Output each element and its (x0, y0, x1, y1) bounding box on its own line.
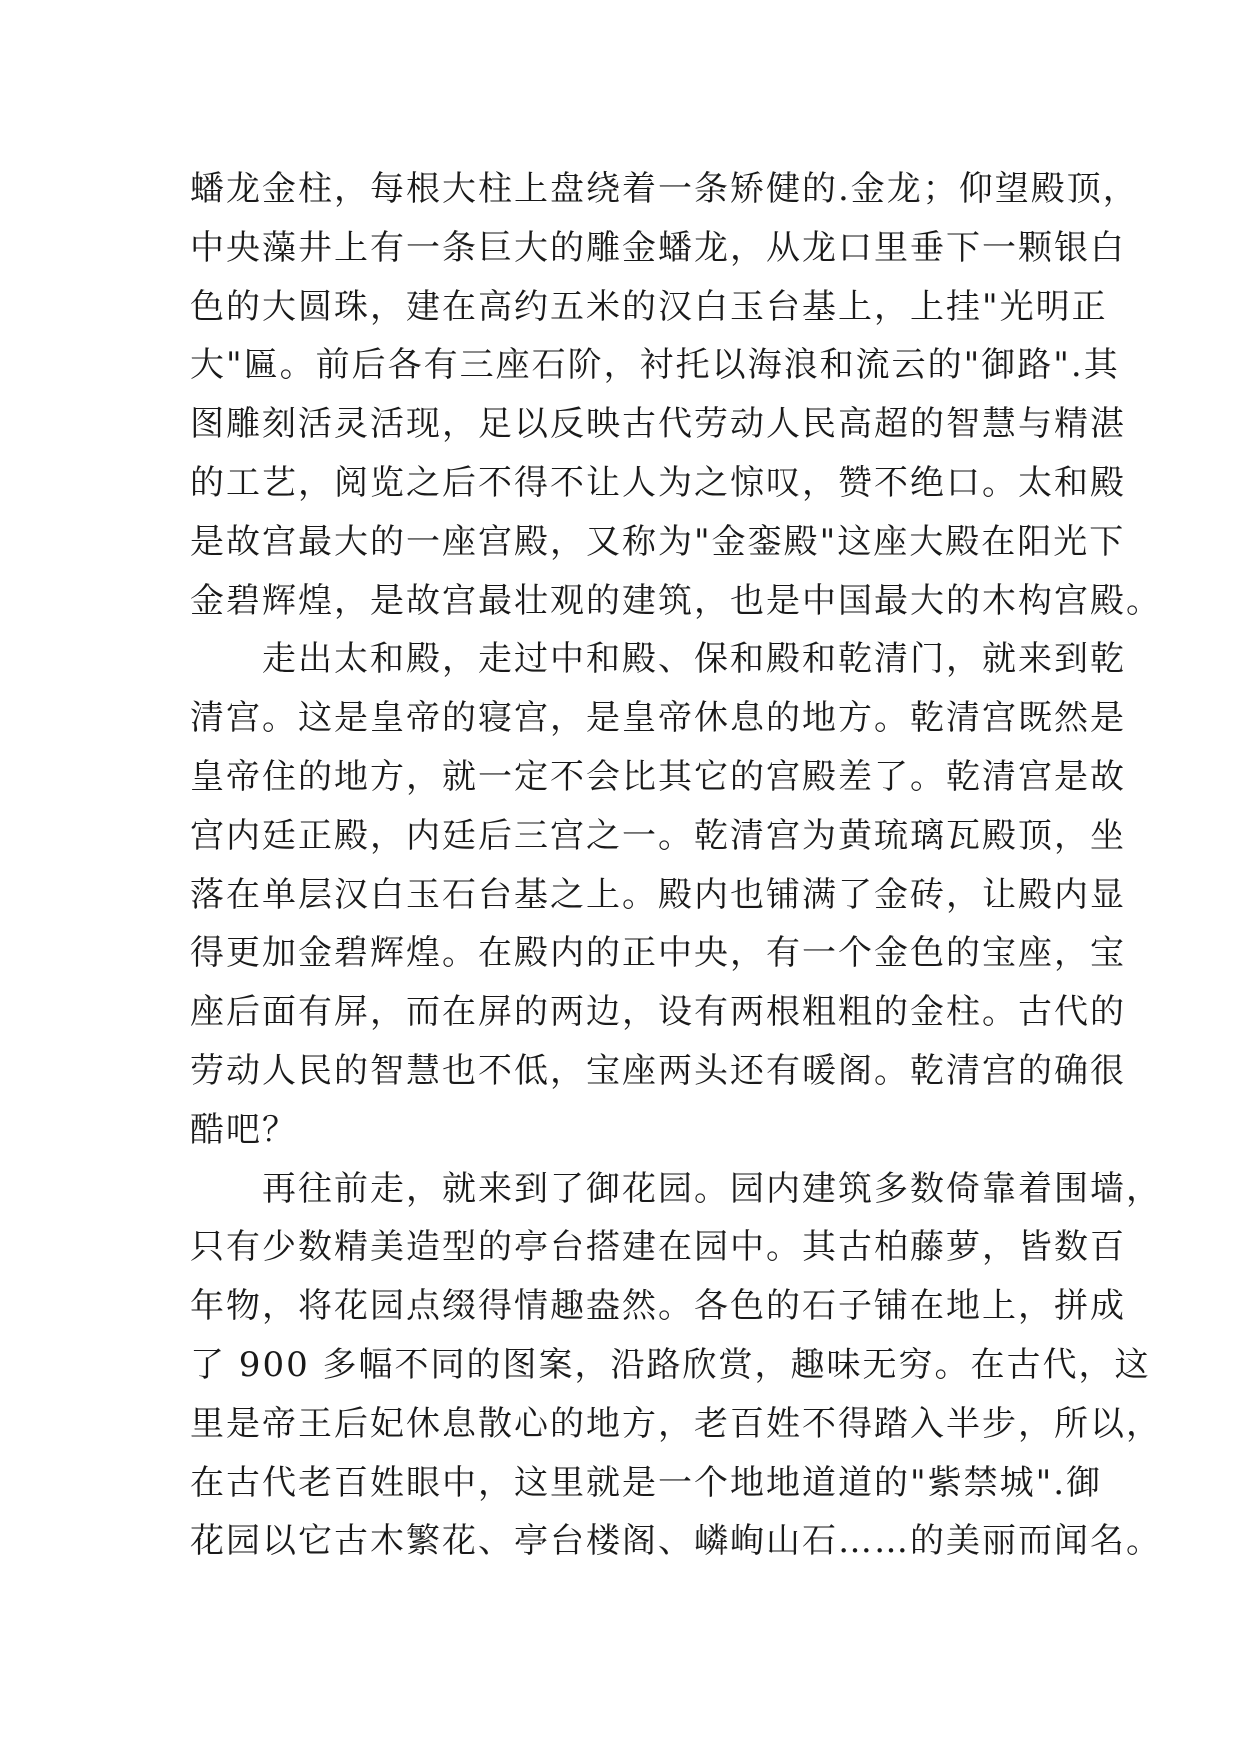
text-line: 在古代老百姓眼中，这里就是一个地地道道的"紫禁城".御 (190, 1462, 1103, 1503)
text-line: 宫内廷正殿，内廷后三宫之一。乾清宫为黄琉璃瓦殿顶，坐 (190, 815, 1126, 856)
text-line: 里是帝王后妃休息散心的地方，老百姓不得踏入半步，所以， (190, 1403, 1162, 1444)
text-line: 得更加金碧辉煌。在殿内的正中央，有一个金色的宝座，宝 (190, 933, 1126, 974)
text-line: 酷吧？ (190, 1109, 298, 1150)
text-line: 图雕刻活灵活现，足以反映古代劳动人民高超的智慧与精湛 (190, 404, 1126, 445)
paragraph-qianqing-palace (190, 630, 1126, 1159)
paragraph-taihe-hall (190, 160, 1162, 630)
text-line: 大"匾。前后各有三座石阶，衬托以海浪和流云的"御路".其 (190, 345, 1120, 386)
text-line: 走出太和殿，走过中和殿、保和殿和乾清门，就来到乾 (262, 639, 1126, 680)
text-line: 落在单层汉白玉石台基之上。殿内也铺满了金砖，让殿内显 (190, 874, 1126, 915)
paragraph-imperial-garden (190, 1160, 1162, 1572)
text-line: 色的大圆珠，建在高约五米的汉白玉台基上，上挂"光明正 (190, 286, 1108, 327)
text-line: 清宫。这是皇帝的寝宫，是皇帝休息的地方。乾清宫既然是 (190, 698, 1126, 739)
text-line: 劳动人民的智慧也不低，宝座两头还有暖阁。乾清宫的确很 (190, 1050, 1126, 1091)
text-line: 了 900 多幅不同的图案，沿路欣赏，趣味无穷。在古代，这 (190, 1344, 1151, 1385)
text-line: 是故宫最大的一座宫殿，又称为"金銮殿"这座大殿在阳光下 (190, 521, 1126, 562)
text-line: 的工艺，阅览之后不得不让人为之惊叹，赞不绝口。太和殿 (190, 462, 1126, 503)
text-line: 蟠龙金柱，每根大柱上盘绕着一条矫健的.金龙；仰望殿顶， (190, 169, 1139, 209)
text-line: 中央藻井上有一条巨大的雕金蟠龙，从龙口里垂下一颗银白 (190, 227, 1126, 268)
text-line: 皇帝住的地方，就一定不会比其它的宫殿差了。乾清宫是故 (190, 756, 1126, 797)
text-line: 再往前走，就来到了御花园。园内建筑多数倚靠着围墙， (262, 1168, 1162, 1209)
text-line: 金碧辉煌，是故宫最壮观的建筑，也是中国最大的木构宫殿。 (190, 580, 1162, 621)
text-line: 年物，将花园点缀得情趣盎然。各色的石子铺在地上，拼成 (190, 1286, 1126, 1327)
text-line: 只有少数精美造型的亭台搭建在园中。其古柏藤萝，皆数百 (190, 1227, 1126, 1268)
text-line: 座后面有屏，而在屏的两边，设有两根粗粗的金柱。古代的 (190, 992, 1126, 1033)
body-text (190, 160, 1162, 1571)
text-line: 花园以它古木繁花、亭台楼阁、嶙峋山石……的美丽而闻名。 (190, 1521, 1162, 1562)
